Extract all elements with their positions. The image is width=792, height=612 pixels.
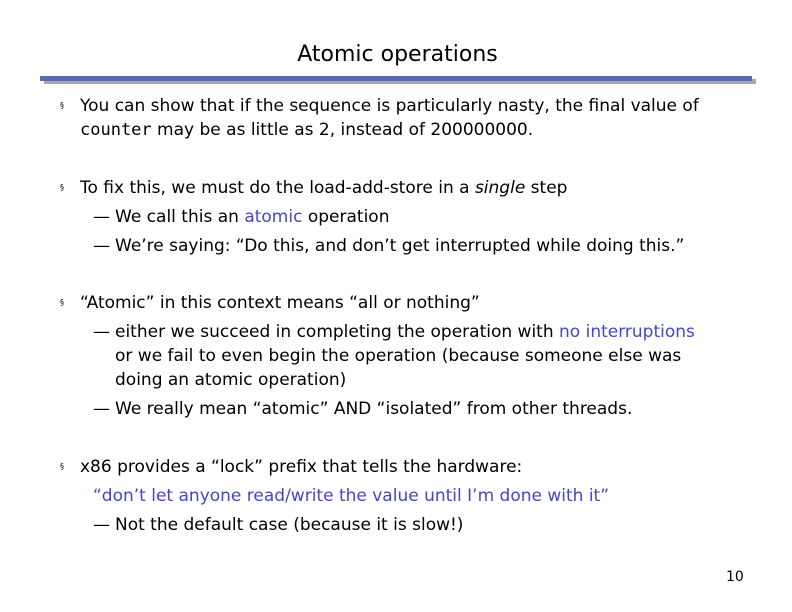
bullet-3-marker: §	[60, 298, 64, 307]
no-interruptions-highlight: no interruptions	[559, 322, 695, 342]
bullet-2-marker: §	[60, 183, 64, 192]
bullet-1-line-2-text: may be as little as 2, instead of 200000000.	[151, 120, 534, 140]
bullet-1-line-2	[80, 119, 533, 141]
bullet-3-sub-1-line-3: doing an atomic operation)	[115, 370, 347, 390]
bullet-4-quote: “don’t let anyone read/write the value until I’m done with it”	[93, 486, 610, 506]
bullet-1-line-1: You can show that if the sequence is particularly nasty, the final value of	[80, 96, 699, 116]
bullet-2-text-emphasis: single	[474, 178, 526, 198]
bullet-2-line-1	[80, 177, 567, 199]
bullet-4-sub-1: Not the default case (because it is slow!)	[115, 515, 464, 535]
bullet-2-text-post: step	[525, 178, 568, 198]
bullet-3-sub-2-dash: —	[93, 399, 110, 419]
bullet-4-marker: §	[60, 462, 64, 471]
title-rule	[40, 76, 752, 81]
atomic-highlight: atomic	[244, 207, 303, 227]
bullet-3-sub-1-pre: either we succeed in completing the operation with	[115, 322, 560, 342]
counter-code: counter	[80, 120, 152, 140]
bullet-4-sub-1-dash: —	[93, 515, 110, 535]
bullet-3-line-1: “Atomic” in this context means “all or nothing”	[80, 293, 480, 313]
bullet-2-sub-1-pre: We call this an	[115, 207, 245, 227]
bullet-2-sub-2-dash: —	[93, 236, 110, 256]
bullet-2-sub-2: We’re saying: “Do this, and don’t get interrupted while doing this.”	[115, 236, 685, 256]
bullet-3-sub-1-line-1	[115, 321, 695, 343]
page-number: 10	[726, 569, 744, 585]
bullet-2-sub-1	[115, 206, 389, 228]
slide-title: Atomic operations	[297, 42, 498, 67]
bullet-1-marker: §	[60, 101, 64, 110]
bullet-2-sub-1-post: operation	[302, 207, 390, 227]
bullet-2-sub-1-dash: —	[93, 207, 110, 227]
bullet-3-sub-1-dash: —	[93, 322, 110, 342]
bullet-3-sub-2: We really mean “atomic” AND “isolated” from other threads.	[115, 399, 633, 419]
bullet-3-sub-1-line-2: or we fail to even begin the operation (because someone else was	[115, 346, 682, 366]
bullet-4-line-1: x86 provides a “lock” prefix that tells the hardware:	[80, 457, 523, 477]
bullet-2-text-pre: To fix this, we must do the load-add-store in a	[80, 178, 475, 198]
